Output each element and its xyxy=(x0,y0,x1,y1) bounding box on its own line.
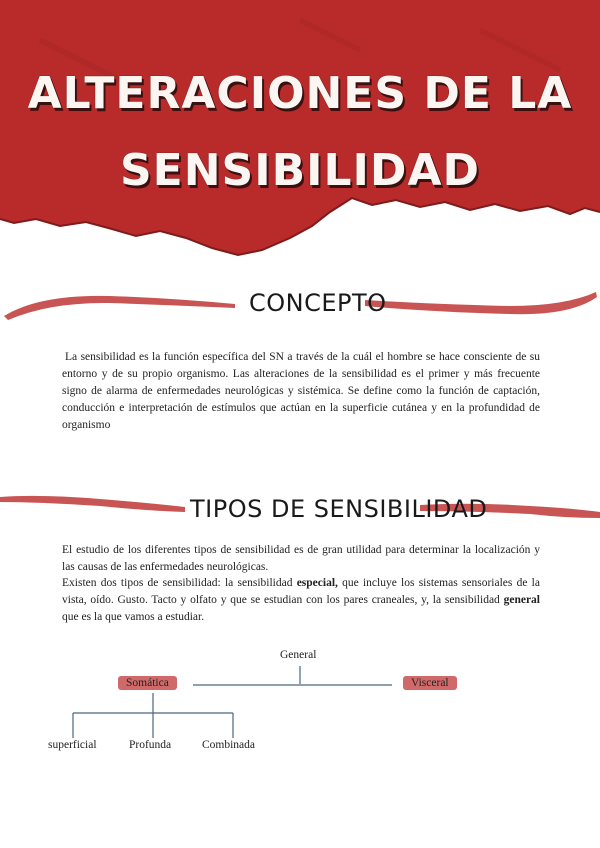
concepto-heading: CONCEPTO xyxy=(249,289,387,317)
tree-child-profunda: Profunda xyxy=(129,739,172,751)
tipos-p2-text-a: Existen dos tipos de sensibilidad: la sensibilidad xyxy=(62,577,297,589)
title-line-1: ALTERACIONES DE LA xyxy=(27,68,573,119)
tree-node-visceral: Visceral xyxy=(403,676,457,690)
tipos-p2-text-c: que es la que vamos a estudiar. xyxy=(62,611,205,623)
tipos-p2-bold-general: general xyxy=(503,594,540,606)
tipos-paragraph-1: El estudio de los diferentes tipos de sensibilidad es de gran utilidad para determinar la localización y las causas de las enfermedades neurológicas. xyxy=(62,544,540,573)
tree-node-somatica: Somática xyxy=(118,676,177,690)
concepto-paragraph: La sensibilidad es la función específica del SN a través de la cuál el hombre se hace consciente de su entorno y de su propio organismo. Las alteraciones de la sensibilidad es el primer y más frecuente signo de alarma de enfermedades neurológicas y sistémica. Se define como la función de captación, conducción e interpretación de estímulos que actúan en la superficie cutánea y en la profundidad de organismo xyxy=(62,351,540,431)
tree-child-combinada: Combinada xyxy=(202,739,256,751)
tipos-p2-text-b: que incluye los sistemas sensoriales de la vista, oído. Gusto. Tacto y olfato y que se estudian con los pares craneales, y, la sensibilidad xyxy=(62,577,540,606)
tree-child-superficial: superficial xyxy=(48,739,97,751)
tipos-p2-bold-especial: especial, xyxy=(296,577,338,589)
tipos-heading: TIPOS DE SENSIBILIDAD xyxy=(190,495,488,523)
title-line-2: SENSIBILIDAD xyxy=(119,145,481,196)
tree-root-general: General xyxy=(280,649,317,661)
